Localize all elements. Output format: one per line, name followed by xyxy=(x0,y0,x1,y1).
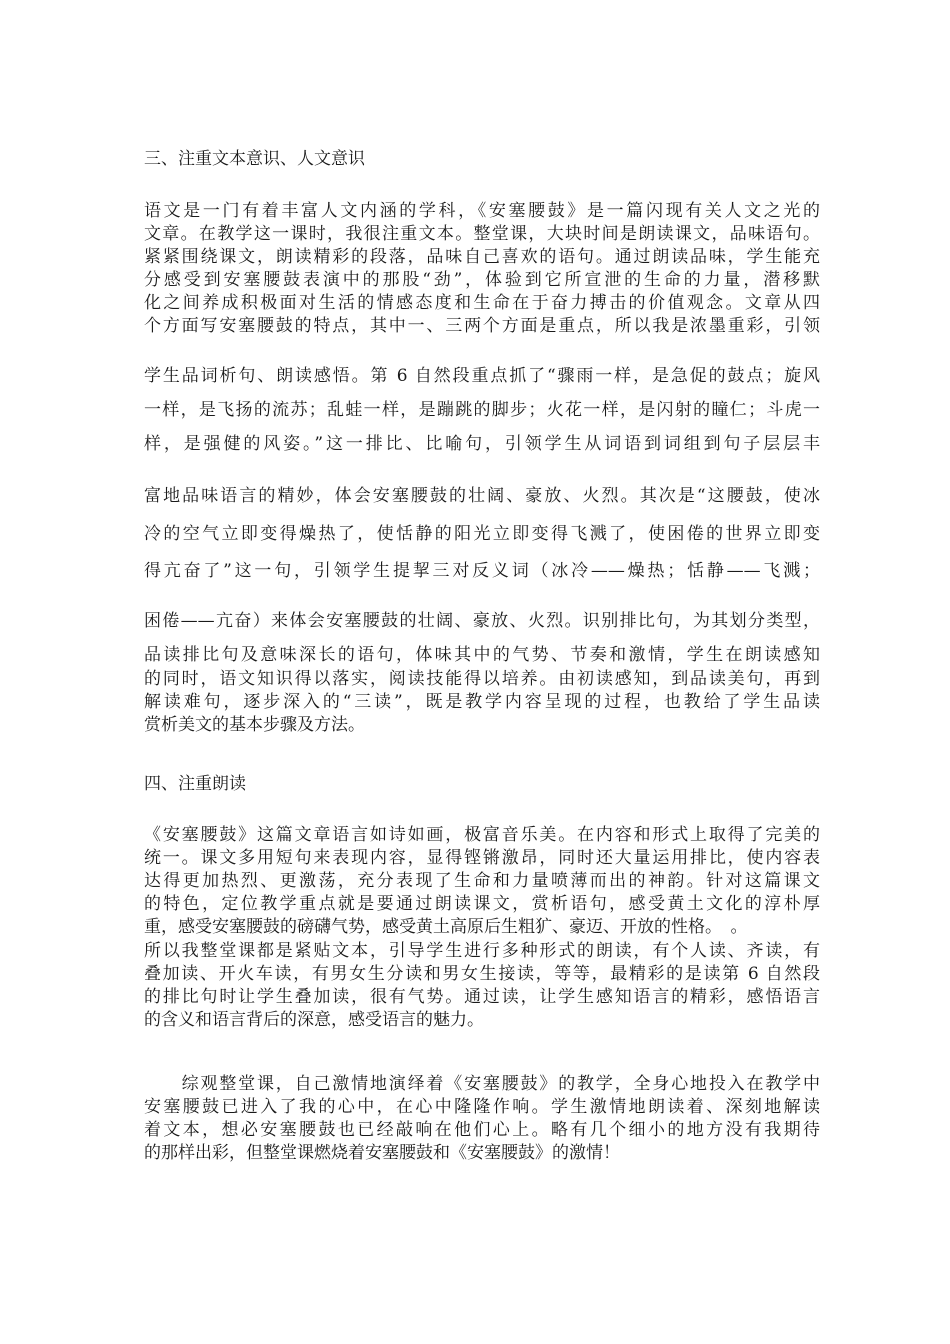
paragraph-line: 冷的空气立即变得燥热了，使恬静的阳光立即变得飞溅了，使困倦的世界立即变 xyxy=(144,524,820,544)
paragraph-line: 困倦——亢奋）来体会安塞腰鼓的壮阔、豪放、火烈。识别排比句，为其划分类型， xyxy=(144,611,820,631)
paragraph-line: 达得更加热烈、更激荡，充分表现了生命和力量喷薄而出的神韵。针对这篇课文 xyxy=(144,871,820,891)
paragraph-line: 着文本，想必安塞腰鼓也已经敲响在他们心上。略有几个细小的地方没有我期待 xyxy=(144,1120,820,1140)
paragraph-line: 得亢奋了”这一句，引领学生提挈三对反义词（冰冷——燥热；恬静——飞溅； xyxy=(144,561,820,581)
paragraph-line: 文章。在教学这一课时，我很注重文本。整堂课，大块时间是朗读课文，品味语句。 xyxy=(144,224,820,244)
paragraph-line: 语文是一门有着丰富人文内涵的学科，《安塞腰鼓》是一篇闪现有关人文之光的 xyxy=(144,201,820,221)
paragraph-line: 紧紧围绕课文，朗读精彩的段落，品味自己喜欢的语句。通过朗读品味，学生能充 xyxy=(144,247,820,267)
paragraph-line: 的排比句时让学生叠加读，很有气势。通过读，让学生感知语言的精彩，感悟语言 xyxy=(144,987,820,1007)
paragraph-line: 品读排比句及意味深长的语句，体味其中的气势、节奏和激情，学生在朗读感知 xyxy=(144,645,820,665)
paragraph-line: 安塞腰鼓已进入了我的心中，在心中隆隆作响。学生激情地朗读着、深刻地解读 xyxy=(144,1097,820,1117)
paragraph-line: 重，感受安塞腰鼓的磅礴气势，感受黄土高原后生粗犷、豪迈、开放的性格。 。 xyxy=(144,917,748,937)
paragraph-line: 化之间养成积极面对生活的情感态度和生命在于奋力搏击的价值观念。文章从四 xyxy=(144,293,820,313)
section-3-heading: 三、注重文本意识、人文意识 xyxy=(144,149,365,169)
paragraph-line: 综观整堂课，自己激情地演绎着《安塞腰鼓》的教学，全身心地投入在教学中 xyxy=(144,1074,820,1094)
paragraph-line: 富地品味语言的精妙，体会安塞腰鼓的壮阔、豪放、火烈。其次是“这腰鼓，使冰 xyxy=(144,486,820,506)
paragraph-line: 的同时，语文知识得以落实，阅读技能得以培养。由初读感知，到品读美句，再到 xyxy=(144,669,820,689)
paragraph-line: 一样，是飞扬的流苏；乱蛙一样，是蹦跳的脚步；火花一样，是闪射的瞳仁；斗虎一 xyxy=(144,400,820,420)
paragraph-line: 所以我整堂课都是紧贴文本，引导学生进行多种形式的朗读，有个人读、齐读，有 xyxy=(144,941,820,961)
paragraph-line: 赏析美文的基本步骤及方法。 xyxy=(144,715,365,735)
paragraph-line: 分感受到安塞腰鼓表演中的那股“劲”，体验到它所宣泄的生命的力量，潜移默 xyxy=(144,270,820,290)
paragraph-line: 的含义和语言背后的深意，感受语言的魅力。 xyxy=(144,1010,484,1030)
paragraph-line: 的那样出彩，但整堂课燃烧着安塞腰鼓和《安塞腰鼓》的激情！ xyxy=(144,1143,620,1163)
paragraph-line: 个方面写安塞腰鼓的特点，其中一、三两个方面是重点，所以我是浓墨重彩，引领 xyxy=(144,316,820,336)
paragraph-line: 《安塞腰鼓》这篇文章语言如诗如画，极富音乐美。在内容和形式上取得了完美的 xyxy=(144,825,820,845)
paragraph-line: 叠加读、开火车读，有男女生分读和男女生接读，等等，最精彩的是读第 6 自然段 xyxy=(144,964,820,984)
paragraph-line: 样，是强健的风姿。”这一排比、比喻句，引领学生从词语到词组到句子层层丰 xyxy=(144,434,820,454)
paragraph-line: 解读难句，逐步深入的“三读”，既是教学内容呈现的过程，也教给了学生品读 xyxy=(144,692,820,712)
paragraph-line: 的特色，定位教学重点就是要通过朗读课文，赏析语句，感受黄土文化的淳朴厚 xyxy=(144,894,820,914)
paragraph-line: 统一。课文多用短句来表现内容，显得铿锵激昂，同时还大量运用排比，使内容表 xyxy=(144,848,820,868)
paragraph-line: 学生品词析句、朗读感悟。第 6 自然段重点抓了“骤雨一样，是急促的鼓点；旋风 xyxy=(144,366,820,386)
section-4-heading: 四、注重朗读 xyxy=(144,774,246,794)
